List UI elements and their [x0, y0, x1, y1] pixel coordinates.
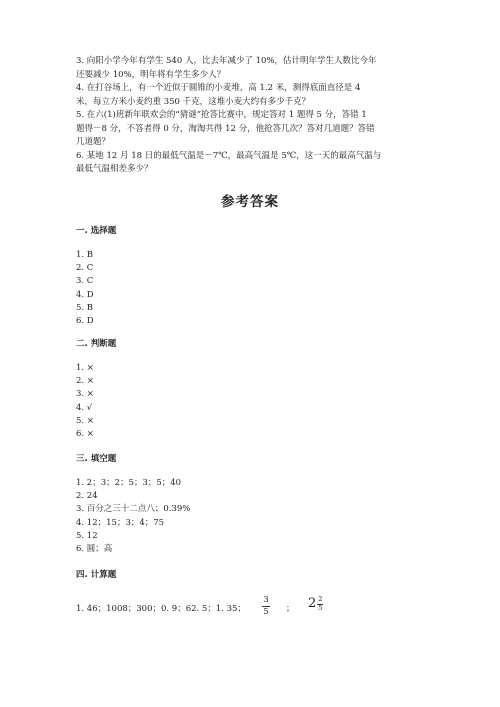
section-fill [76, 452, 436, 556]
answer-item: 3. C [76, 276, 94, 287]
problem-line: 米，每立方米小麦约重 350 千克，这堆小麦大约有多少千克？ [76, 96, 311, 107]
problem-line: 还要减少 10%，明年将有学生多少人？ [76, 69, 226, 80]
answer-item: 2. C [76, 263, 94, 274]
problem-line: 5. 在六(1)班新年联欢会的“猜谜”抢答比赛中，规定答对 1 题得 5 分，答错 1 [76, 110, 367, 120]
fraction-numerator: 3 [263, 595, 269, 605]
mixed-number [308, 596, 323, 612]
problem-line: 6. 某地 12 月 18 日的最低气温是－7℃，最高气温是 5℃，这一天的最高气温与 [76, 150, 382, 161]
answer-item: 5. B [76, 302, 94, 313]
answer-item: 6. D [76, 316, 94, 327]
fraction-denominator: 5 [263, 606, 269, 617]
problem-line: 几道题？ [76, 137, 111, 147]
mixed-whole: 2 [308, 596, 317, 612]
answer-item: 3. 百分之三十二点八；0.39% [76, 504, 191, 515]
answer-item: 1. × [76, 363, 94, 373]
problem-line: 3. 向阳小学今年有学生 540 人，比去年减少了 10%，估计明年学生人数比今年 [76, 56, 377, 66]
fraction-numerator: 2 [318, 595, 323, 603]
section-title: 四. 计算题 [76, 570, 117, 580]
problem-line: 最低气温相差多少？ [76, 164, 153, 174]
problem-line: 题得－8 分，不答者得 0 分，淘淘共得 12 分，他抢答几次？答对几道题？答错 [76, 123, 375, 134]
section-calc [76, 568, 436, 580]
answer-item: 1. 2；3；2；5；3；5；40 [76, 478, 182, 488]
mixed-fraction [317, 596, 323, 612]
answer-item: 6. × [76, 429, 94, 440]
answer-item: 4. D [76, 289, 94, 300]
problem-line: 4. 在打谷场上，有一个近似于圆锥的小麦堆，高 1.2 米，测得底面直径是 4 [76, 83, 361, 93]
section-title: 一. 选择题 [76, 226, 117, 236]
fraction-denominator: 5 [318, 603, 323, 612]
answer-item: 4. 12；15；3；4；75 [76, 517, 165, 528]
problem-list [76, 55, 436, 177]
answer-item: 6. 圆；高 [76, 544, 113, 555]
calc-answer-text: 1. 46；1008；300；0. 9；62. 5；1. 35； [76, 604, 246, 614]
answer-item: 4. √ [76, 402, 93, 413]
answers-title: 参考答案 [221, 194, 279, 210]
separator: ； [286, 604, 295, 614]
answer-item: 5. × [76, 415, 94, 426]
answer-item: 1. B [76, 250, 94, 260]
answer-item: 2. × [76, 376, 94, 387]
section-judge [76, 337, 436, 441]
section-title: 三. 填空题 [76, 454, 117, 464]
fraction [262, 596, 270, 617]
section-title: 二. 判断题 [76, 339, 117, 349]
answer-item: 2. 24 [76, 491, 98, 502]
answer-item: 3. × [76, 389, 94, 400]
calc-answer-row [76, 595, 436, 626]
section-choice [76, 224, 436, 328]
answer-item: 5. 12 [76, 530, 98, 541]
